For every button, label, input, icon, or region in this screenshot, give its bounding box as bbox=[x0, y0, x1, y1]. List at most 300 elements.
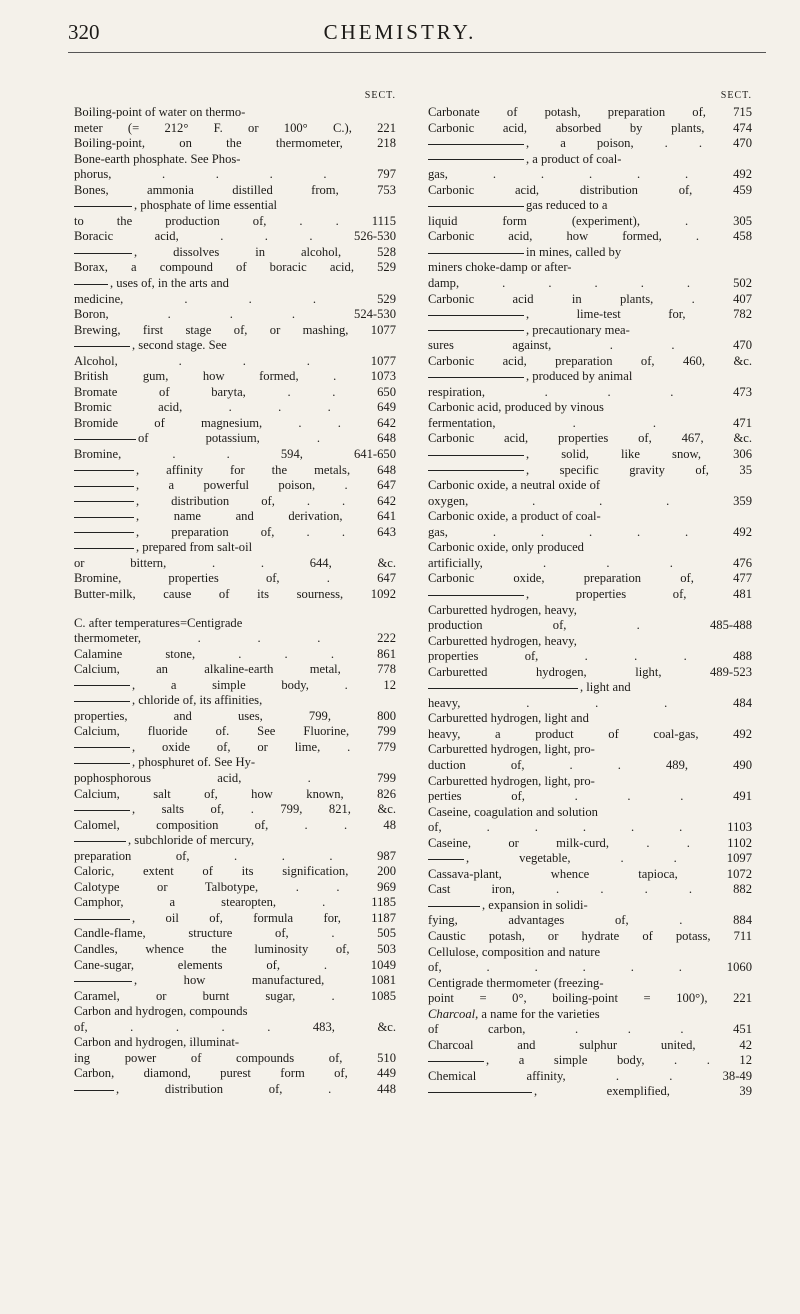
entry-text: , how manufactured, 1081 bbox=[134, 973, 396, 988]
index-entry bbox=[74, 478, 396, 494]
index-entry bbox=[74, 989, 396, 1005]
index-entry bbox=[74, 136, 396, 152]
entry-line bbox=[74, 817, 396, 834]
entry-text: of carbon, . . . 451 bbox=[428, 1022, 752, 1037]
entry-line bbox=[86, 802, 396, 818]
entry-text: , precautionary mea- bbox=[526, 322, 630, 337]
ditto-rule bbox=[428, 253, 524, 254]
entry-text: Carburetted hydrogen, light and bbox=[428, 711, 589, 726]
entry-text: , produced by animal bbox=[526, 369, 633, 384]
index-entry bbox=[428, 665, 752, 681]
section-gap bbox=[74, 603, 396, 616]
entry-line bbox=[428, 1037, 752, 1054]
entry-line bbox=[86, 431, 396, 447]
entry-text: Caseine, or milk-curd, . . 1102 bbox=[428, 835, 752, 850]
entry-text: Brewing, first stage of, or mashing, 1077 bbox=[74, 322, 396, 337]
entry-text: , preparation of, . . 643 bbox=[136, 524, 396, 539]
index-entry bbox=[428, 742, 752, 773]
entry-text: Centigrade thermometer (freezing- bbox=[428, 975, 604, 990]
index-entry bbox=[74, 447, 396, 463]
entry-text: , affinity for the metals, 648 bbox=[136, 462, 396, 477]
entry-line bbox=[428, 353, 752, 370]
entry-text: Bromine, . . 594, 641-650 bbox=[74, 447, 396, 462]
entry-line bbox=[440, 369, 752, 385]
entry-line bbox=[74, 555, 396, 572]
entry-line bbox=[74, 646, 396, 663]
entry-text: , specific gravity of, 35 bbox=[526, 462, 752, 477]
entry-line bbox=[428, 882, 752, 898]
entry-line bbox=[440, 1053, 752, 1069]
entry-line bbox=[428, 649, 752, 665]
index-entry bbox=[74, 385, 396, 401]
entry-text: artificially, . . . 476 bbox=[428, 555, 752, 570]
entry-text: , expansion in solidi- bbox=[482, 897, 588, 912]
entry-text: , distribution of, . 448 bbox=[116, 1081, 396, 1096]
index-entry bbox=[74, 245, 396, 261]
index-entry bbox=[74, 431, 396, 447]
entry-text: heavy, . . . 484 bbox=[428, 695, 752, 710]
ditto-rule bbox=[74, 763, 130, 764]
entry-text: , a simple body, . . 12 bbox=[486, 1053, 752, 1068]
index-entry bbox=[74, 525, 396, 541]
entry-text: to the production of, . . 1115 bbox=[74, 213, 396, 228]
entry-text: fermentation, . . 471 bbox=[428, 415, 752, 430]
entry-line bbox=[74, 400, 396, 416]
entry-line bbox=[428, 866, 752, 883]
index-entry bbox=[74, 1082, 396, 1098]
entry-text: Carburetted hydrogen, heavy, bbox=[428, 602, 577, 617]
index-entry bbox=[428, 229, 752, 245]
ditto-rule bbox=[428, 595, 524, 596]
entry-line bbox=[440, 851, 752, 867]
index-entry bbox=[428, 587, 752, 603]
entry-line bbox=[74, 307, 396, 323]
entry-line bbox=[86, 755, 396, 771]
ditto-rule bbox=[74, 919, 130, 920]
entry-line bbox=[74, 1004, 396, 1020]
entry-line bbox=[74, 322, 396, 339]
index-entry bbox=[74, 276, 396, 307]
index-entry bbox=[74, 152, 396, 183]
entry-text: meter (= 212° F. or 100° C.), 221 bbox=[74, 120, 396, 135]
entry-line bbox=[428, 540, 752, 556]
entry-line bbox=[86, 678, 396, 694]
entry-line bbox=[74, 353, 396, 370]
index-entry bbox=[428, 836, 752, 852]
entry-line bbox=[428, 726, 752, 743]
entry-text: Carburetted hydrogen, light, 489-523 bbox=[428, 664, 752, 679]
index-entry bbox=[428, 121, 752, 137]
entry-line bbox=[74, 120, 396, 137]
entry-text: point = 0°, boiling-point = 100°), 221 bbox=[428, 991, 752, 1006]
entry-text: , a simple body, . 12 bbox=[132, 677, 396, 692]
entry-line bbox=[86, 1082, 396, 1098]
index-entry bbox=[74, 740, 396, 756]
entry-line bbox=[428, 928, 752, 945]
entry-line bbox=[428, 773, 752, 790]
entry-text: Cellulose, composition and nature bbox=[428, 944, 601, 959]
index-entry bbox=[74, 323, 396, 339]
entry-text: preparation of, . . . 987 bbox=[74, 848, 396, 863]
entry-line bbox=[74, 631, 396, 647]
header-rule bbox=[68, 52, 766, 53]
entry-line bbox=[428, 633, 752, 650]
entry-line bbox=[74, 136, 396, 152]
entry-text: in mines, called by bbox=[526, 244, 622, 259]
entry-text: Calomel, composition of, . . 48 bbox=[74, 817, 396, 832]
ditto-rule bbox=[74, 548, 134, 549]
index-entry bbox=[74, 662, 396, 678]
index-entry bbox=[428, 463, 752, 479]
index-entry bbox=[74, 787, 396, 803]
entry-text: , lime-test for, 782 bbox=[526, 307, 752, 322]
ditto-rule bbox=[74, 810, 130, 811]
entry-text: Carbonic oxide, a product of coal- bbox=[428, 509, 601, 524]
ditto-rule bbox=[428, 315, 524, 316]
entry-text: Chemical affinity, . . 38-49 bbox=[428, 1068, 752, 1083]
entry-line bbox=[74, 864, 396, 880]
entry-text: Caustic potash, or hydrate of potass, 711 bbox=[428, 928, 752, 943]
entry-text: Calotype or Talbotype, . . 969 bbox=[74, 879, 396, 894]
running-title: CHEMISTRY. bbox=[323, 20, 477, 44]
index-entry bbox=[74, 958, 396, 974]
entry-line bbox=[428, 913, 752, 929]
ditto-rule bbox=[428, 206, 524, 207]
entry-text: Bromic acid, . . . 649 bbox=[74, 400, 396, 415]
index-column-right bbox=[428, 90, 752, 1100]
entry-line bbox=[428, 664, 752, 681]
index-entry bbox=[428, 680, 752, 711]
index-entry bbox=[74, 911, 396, 927]
index-entry bbox=[428, 431, 752, 447]
entry-line bbox=[74, 1019, 396, 1036]
entry-line bbox=[74, 571, 396, 587]
entry-line bbox=[74, 615, 396, 632]
index-entry bbox=[74, 895, 396, 911]
entry-text: oxygen, . . . 359 bbox=[428, 493, 752, 508]
entry-text: Bromate of baryta, . . 650 bbox=[74, 384, 396, 399]
entry-text: , oxide of, or lime, . 779 bbox=[132, 739, 396, 754]
entry-line bbox=[440, 245, 752, 261]
entry-line bbox=[428, 260, 752, 276]
entry-text: Caseine, coagulation and solution bbox=[428, 804, 598, 819]
ditto-rule bbox=[74, 253, 132, 254]
entry-line bbox=[428, 991, 752, 1007]
entry-line bbox=[74, 941, 396, 958]
index-entry bbox=[74, 678, 396, 694]
index-entry bbox=[428, 509, 752, 540]
entry-line bbox=[74, 957, 396, 974]
entry-line bbox=[428, 835, 752, 852]
entry-text: , dissolves in alcohol, 528 bbox=[134, 244, 396, 259]
index-entry bbox=[428, 198, 752, 229]
entry-text: Boiling-point of water on thermo- bbox=[74, 105, 246, 119]
entry-text: Caloric, extent of its signification, 200 bbox=[74, 864, 396, 879]
index-entry bbox=[74, 105, 396, 136]
entry-line bbox=[428, 789, 752, 805]
entry-line bbox=[428, 742, 752, 758]
entry-line bbox=[74, 260, 396, 276]
entry-text: or bittern, . . 644, &c. bbox=[74, 555, 396, 570]
ditto-rule bbox=[74, 701, 130, 702]
entry-text: Carbonic acid, how formed, . 458 bbox=[428, 229, 752, 244]
entry-text: Bone-earth phosphate. See Phos- bbox=[74, 151, 241, 166]
entry-line bbox=[428, 415, 752, 432]
entry-line bbox=[74, 770, 396, 787]
index-entry bbox=[428, 1084, 752, 1100]
entry-text: Calcium, fluoride of. See Fluorine, 799 bbox=[74, 724, 396, 739]
index-entry bbox=[74, 463, 396, 479]
entry-text: , vegetable, . . 1097 bbox=[466, 851, 752, 866]
entry-text: Carbonic acid in plants, . 407 bbox=[428, 291, 752, 306]
entry-text: Camphor, a stearopten, . 1185 bbox=[74, 895, 396, 910]
index-entry bbox=[74, 494, 396, 510]
index-entry bbox=[428, 447, 752, 463]
index-entry bbox=[74, 183, 396, 199]
entry-line bbox=[74, 1035, 396, 1051]
index-entry bbox=[428, 1069, 752, 1085]
entry-line bbox=[428, 804, 752, 821]
index-entry bbox=[428, 976, 752, 1007]
entry-line bbox=[428, 618, 752, 634]
entry-text: gas, . . . . . 492 bbox=[428, 524, 752, 539]
ditto-rule bbox=[428, 330, 524, 331]
ditto-rule bbox=[74, 284, 108, 285]
index-entry bbox=[428, 136, 752, 152]
entry-text: Boiling-point, on the thermometer, 218 bbox=[74, 136, 396, 151]
ditto-rule bbox=[74, 747, 130, 748]
index-entry bbox=[428, 245, 752, 292]
sect-label: SECT. bbox=[364, 90, 396, 101]
index-entry bbox=[428, 400, 752, 431]
entry-line bbox=[86, 911, 396, 927]
entry-line bbox=[74, 848, 396, 865]
entry-text: Carburetted hydrogen, light, pro- bbox=[428, 773, 595, 788]
entry-line bbox=[74, 229, 396, 245]
entry-text: C. after temperatures=Centigrade bbox=[74, 615, 243, 630]
ditto-rule bbox=[74, 532, 134, 533]
entry-text: Carbonic acid, produced by vinous bbox=[428, 400, 604, 415]
entry-text: Carbonic acid, distribution of, 459 bbox=[428, 182, 752, 197]
entry-line bbox=[428, 105, 752, 121]
entry-text: Bromine, properties of, . 647 bbox=[74, 571, 396, 586]
ditto-rule bbox=[74, 685, 130, 686]
ditto-rule bbox=[74, 981, 132, 982]
entry-text: Candles, whence the luminosity of, 503 bbox=[74, 941, 396, 956]
index-entry bbox=[74, 942, 396, 958]
index-entry bbox=[428, 183, 752, 199]
entry-line bbox=[428, 509, 752, 525]
entry-text: Borax, a compound of boracic acid, 529 bbox=[74, 260, 396, 275]
entry-line bbox=[440, 198, 752, 214]
entry-text: of, . . . . . 1060 bbox=[428, 960, 752, 975]
entry-line bbox=[428, 120, 752, 137]
entry-text: properties of, . . . 488 bbox=[428, 649, 752, 664]
entry-line bbox=[74, 447, 396, 463]
entry-line bbox=[428, 571, 752, 587]
entry-text: , oil of, formula for, 1187 bbox=[132, 910, 396, 925]
entry-text: phorus, . . . . 797 bbox=[74, 167, 396, 182]
entry-line bbox=[440, 447, 752, 463]
entry-line bbox=[86, 276, 396, 292]
entry-text: , a powerful poison, . 647 bbox=[136, 478, 396, 493]
entry-line bbox=[86, 338, 396, 354]
entry-text: thermometer, . . . 222 bbox=[74, 631, 396, 646]
entry-line bbox=[86, 540, 396, 556]
entry-text: , distribution of, . . 642 bbox=[136, 493, 396, 508]
entry-line bbox=[428, 1068, 752, 1085]
entry-line bbox=[74, 105, 396, 121]
entry-line bbox=[74, 1066, 396, 1082]
entry-line bbox=[428, 478, 752, 494]
entry-line bbox=[440, 898, 752, 914]
entry-text: , subchloride of mercury, bbox=[128, 833, 255, 848]
entry-line bbox=[74, 786, 396, 803]
index-entry bbox=[74, 802, 396, 818]
entry-line bbox=[74, 291, 396, 308]
entry-line bbox=[440, 323, 752, 339]
entry-line bbox=[428, 757, 752, 774]
index-entry bbox=[428, 929, 752, 945]
entry-text: , name and derivation, 641 bbox=[136, 509, 396, 524]
entry-line bbox=[428, 167, 752, 183]
entry-text: , chloride of, its affinities, bbox=[132, 693, 263, 708]
entry-text: fying, advantages of, . 884 bbox=[428, 913, 752, 928]
ditto-rule bbox=[428, 144, 524, 145]
entry-line bbox=[440, 587, 752, 603]
entry-line bbox=[86, 245, 396, 261]
entry-line bbox=[428, 820, 752, 836]
entry-text: Cassava-plant, whence tapioca, 1072 bbox=[428, 866, 752, 881]
entry-line bbox=[74, 586, 396, 603]
index-entry bbox=[428, 307, 752, 323]
index-entry bbox=[428, 152, 752, 183]
index-entry bbox=[74, 416, 396, 432]
entry-text: perties of, . . . 491 bbox=[428, 789, 752, 804]
entry-text: miners choke-damp or after- bbox=[428, 260, 572, 275]
entry-text: Alcohol, . . . 1077 bbox=[74, 353, 396, 368]
index-entry bbox=[74, 616, 396, 647]
entry-line bbox=[86, 494, 396, 510]
index-entry bbox=[74, 833, 396, 864]
index-entry bbox=[428, 603, 752, 634]
entry-line bbox=[428, 524, 752, 541]
entry-line bbox=[440, 136, 752, 152]
entry-line bbox=[74, 167, 396, 183]
entry-text: gas, . . . . . 492 bbox=[428, 167, 752, 182]
ditto-rule bbox=[428, 906, 480, 907]
entry-line bbox=[428, 291, 752, 308]
entry-line bbox=[428, 493, 752, 510]
entry-text: Carbonate of potash, preparation of, 715 bbox=[428, 105, 752, 119]
entry-line bbox=[428, 944, 752, 961]
index-entry bbox=[428, 1007, 752, 1038]
entry-text: Carburetted hydrogen, heavy, bbox=[428, 633, 577, 648]
index-entry bbox=[428, 867, 752, 883]
index-entry bbox=[428, 105, 752, 121]
index-entry bbox=[74, 647, 396, 663]
index-entry bbox=[74, 540, 396, 571]
entry-text: British gum, how formed, . 1073 bbox=[74, 369, 396, 384]
index-entry bbox=[74, 260, 396, 276]
index-entry bbox=[74, 926, 396, 942]
entry-text: , solid, like snow, 306 bbox=[526, 447, 752, 462]
entry-text: Boron, . . . 524-530 bbox=[74, 307, 396, 322]
index-entry bbox=[74, 693, 396, 724]
index-entry bbox=[428, 540, 752, 571]
entry-line bbox=[428, 384, 752, 401]
entry-text: of, . . . . . 1103 bbox=[428, 820, 752, 835]
entry-line bbox=[440, 307, 752, 323]
entry-line bbox=[86, 740, 396, 756]
index-entry bbox=[74, 973, 396, 989]
index-entry bbox=[74, 369, 396, 385]
ditto-rule bbox=[74, 486, 134, 487]
entry-text: sures against, . . 470 bbox=[428, 338, 752, 353]
entry-text: Bones, ammonia distilled from, 753 bbox=[74, 182, 396, 197]
entry-line bbox=[74, 926, 396, 942]
entry-text: Carburetted hydrogen, light, pro- bbox=[428, 742, 595, 757]
entry-line bbox=[428, 213, 752, 230]
entry-line bbox=[428, 182, 752, 199]
entry-line bbox=[428, 555, 752, 572]
entry-line bbox=[428, 431, 752, 447]
entry-text: , light and bbox=[580, 680, 631, 695]
entry-text: Charcoal and sulphur united, 42 bbox=[428, 1037, 752, 1052]
entry-line bbox=[74, 182, 396, 199]
ditto-rule bbox=[74, 206, 132, 207]
index-entry bbox=[74, 864, 396, 880]
index-entry bbox=[74, 229, 396, 245]
index-entry bbox=[74, 400, 396, 416]
index-entry bbox=[428, 478, 752, 509]
ditto-rule bbox=[74, 439, 136, 440]
entry-text: medicine, . . . 529 bbox=[74, 291, 396, 306]
index-entry bbox=[428, 1038, 752, 1054]
index-entry bbox=[428, 882, 752, 898]
entry-line bbox=[428, 229, 752, 245]
entry-text: , properties of, 481 bbox=[526, 586, 752, 601]
entry-text: Calcium, salt of, how known, 826 bbox=[74, 786, 396, 801]
index-entry bbox=[428, 634, 752, 665]
entry-line bbox=[86, 198, 396, 214]
entry-line bbox=[74, 384, 396, 401]
index-entry bbox=[74, 1066, 396, 1082]
entry-text: heavy, a product of coal-gas, 492 bbox=[428, 726, 752, 741]
entry-line bbox=[428, 276, 752, 292]
index-column-left bbox=[74, 90, 396, 1097]
entry-line bbox=[74, 879, 396, 896]
index-entry bbox=[428, 851, 752, 867]
ditto-rule bbox=[74, 841, 126, 842]
entry-text: pophosphorous acid, . 799 bbox=[74, 770, 396, 785]
entry-line bbox=[428, 960, 752, 976]
index-entry bbox=[74, 818, 396, 834]
running-head bbox=[0, 14, 800, 54]
index-entry bbox=[428, 805, 752, 836]
entry-line bbox=[86, 973, 396, 989]
index-entry bbox=[74, 338, 396, 369]
index-entry bbox=[428, 323, 752, 354]
entry-text: Calamine stone, . . . 861 bbox=[74, 646, 396, 661]
entry-text: Bromide of magnesium, . . 642 bbox=[74, 415, 396, 430]
index-entry bbox=[428, 774, 752, 805]
entry-text: , salts of, . 799, 821, &c. bbox=[132, 802, 396, 817]
entry-text: Carbonic acid, absorbed by plants, 474 bbox=[428, 120, 752, 135]
ditto-rule bbox=[74, 501, 134, 502]
entry-line bbox=[440, 463, 752, 479]
entry-line bbox=[74, 369, 396, 385]
